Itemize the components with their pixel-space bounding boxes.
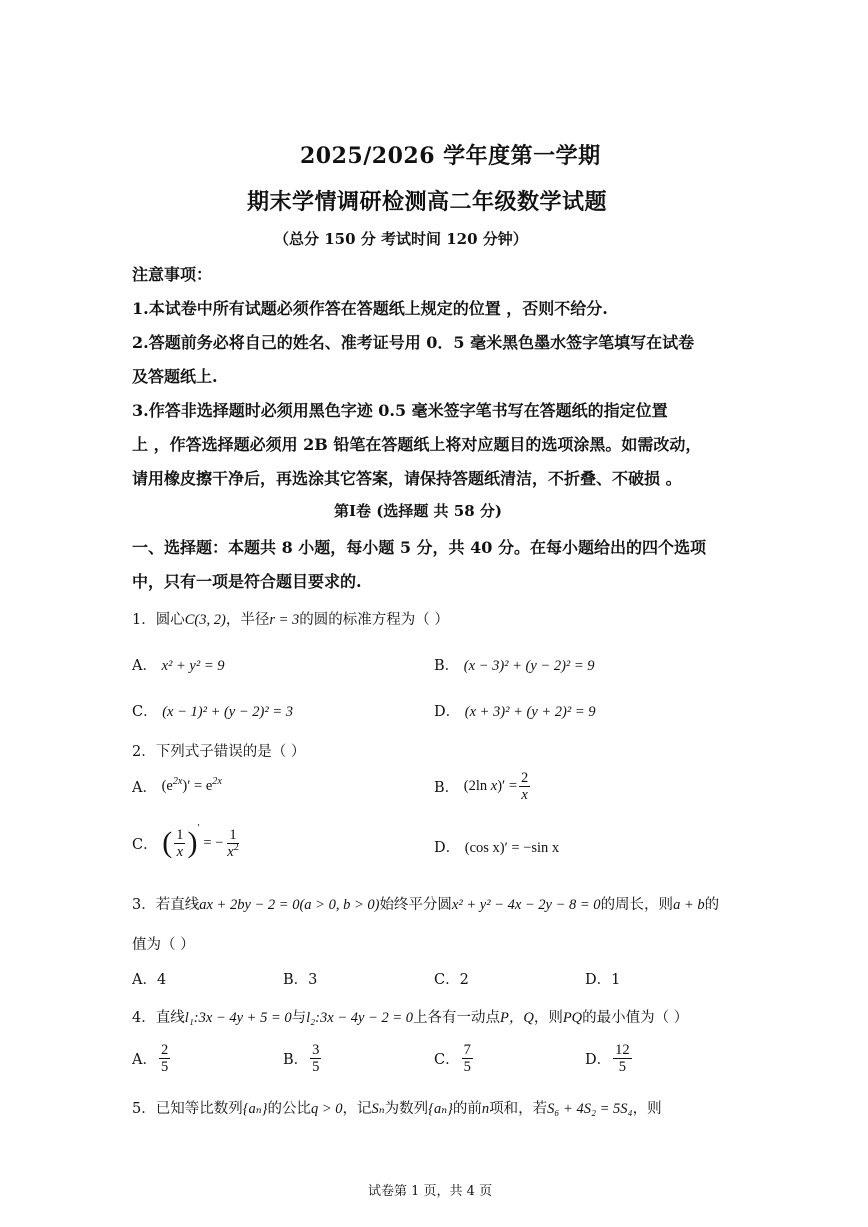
q4-b-fraction: $\frac{3}{5}$	[312, 1042, 320, 1075]
question-1-stem	[132, 608, 449, 629]
q3-pre: 3．若直线	[132, 897, 200, 913]
notice-item-3b: 上 ，作答选择题必须用 2B 铅笔在答题纸上将对应题目的选项涂黑。如需改动，	[132, 435, 702, 454]
q2-option-c[interactable]	[132, 823, 243, 860]
q3-post: 的周长，则	[600, 897, 674, 913]
page-footer: 试卷第 1 页，共 4 页	[368, 1184, 493, 1199]
section-intro-2: 中，只有一项是符合题目要求的.	[132, 572, 362, 591]
q4-pre: 4．直线	[132, 1010, 185, 1026]
q3-expr: a + b	[673, 897, 705, 913]
q1-center: C(3, 2)	[184, 612, 226, 628]
q4-option-a[interactable]	[132, 1042, 172, 1075]
q3-mid: 始终平分圆	[379, 897, 452, 913]
q1-pre: 1．圆心	[132, 612, 185, 628]
q2-d-text: (cos x)′ = −sin x	[464, 840, 560, 856]
q5-condition: S₆ + 4S₂ = 5S₄	[547, 1101, 633, 1117]
q2-option-d[interactable]	[434, 836, 559, 857]
q2-b-fraction: $\frac{2}{x}$	[521, 770, 529, 803]
q1-b-text: (x − 3)² + (y − 2)² = 9	[463, 658, 595, 674]
notice-item-1: 1.本试卷中所有试题必须作答在答题纸上规定的位置 ，否则不给分.	[132, 299, 608, 318]
q3-line-eq: ax + 2by − 2 = 0(a > 0, b > 0)	[199, 897, 380, 913]
q3-end: 的	[704, 897, 720, 913]
q1-c-text: (x − 1)² + (y − 2)² = 3	[162, 704, 293, 720]
q1-post: 的圆的标准方程为（ ）	[299, 612, 449, 628]
q1-d-text: (x + 3)² + (y + 2)² = 9	[464, 704, 596, 720]
q5-ratio: q > 0	[310, 1101, 343, 1117]
q1-option-a[interactable]	[132, 654, 224, 675]
q4-end: 的最小值为（ ）	[582, 1010, 689, 1026]
exam-title-line1: 2025/2026 学年度第一学期	[300, 143, 601, 169]
q1-mid: ，半径	[225, 612, 270, 628]
exam-title-line2: 期末学情调研检测高二年级数学试题	[247, 189, 608, 215]
notice-title: 注意事项：	[132, 265, 213, 284]
question-5-stem	[132, 1097, 662, 1118]
q4-option-c[interactable]	[434, 1042, 475, 1075]
exam-info: （总分 150 分 考试时间 120 分钟）	[274, 230, 528, 248]
q4-option-b[interactable]	[283, 1042, 323, 1075]
q5-sn: Sₙ	[371, 1101, 385, 1117]
notice-item-2a: 2.答题前务必将自己的姓名、准考证号用 0．5 毫米黑色墨水签字笔填写在试卷	[132, 333, 695, 352]
q1-option-b[interactable]	[434, 654, 595, 675]
section-title: 第Ⅰ卷 (选择题 共 58 分)	[334, 502, 502, 520]
q2-d-label: D．	[434, 840, 461, 856]
q3-option-a[interactable]: A．4	[132, 972, 167, 988]
q4-mid: 与	[291, 1010, 307, 1026]
q4-post2: ，则	[533, 1010, 563, 1026]
q1-d-label: D．	[434, 704, 461, 720]
q1-c-label: C．	[132, 704, 158, 720]
q2-b-label: B．	[434, 780, 460, 796]
q4-d-label: D．	[585, 1052, 612, 1068]
question-2-stem: 2．下列式子错误的是（ ）	[132, 744, 306, 760]
q4-c-label: C．	[434, 1052, 460, 1068]
notice-item-3c: 请用橡皮擦干净后，再选涂其它答案，请保持答题纸清洁，不折叠、不破损 。	[132, 469, 682, 488]
q1-option-c[interactable]	[132, 700, 293, 721]
question-3-stem	[132, 893, 719, 914]
q4-a-fraction: $\frac{2}{5}$	[160, 1042, 169, 1075]
q4-pq: PQ	[562, 1010, 583, 1026]
q5-mid3: 为数列	[384, 1101, 429, 1117]
q4-points: P，Q	[499, 1010, 534, 1026]
q2-c-label: C．	[132, 836, 158, 853]
q1-b-label: B．	[434, 658, 460, 674]
section-intro-1: 一、选择题：本题共 8 小题，每小题 5 分，共 40 分。在每小题给出的四个选项	[132, 538, 706, 557]
q2-b-formula: (2ln x)′ =	[463, 778, 517, 794]
q5-pre: 5．已知等比数列	[132, 1101, 243, 1117]
q2-option-a[interactable]	[132, 776, 222, 797]
q1-a-text: x² + y² = 9	[161, 658, 225, 674]
q4-l1: l₁:3x − 4y + 5 = 0	[184, 1010, 292, 1026]
notice-item-3a: 3.作答非选择题时必须用黑色字迹 0.5 毫米签字笔书写在答题纸的指定位置	[132, 401, 668, 420]
question-3-stem-line2: 值为（ ）	[132, 937, 195, 953]
q3-circle-eq: x² + y² − 4x − 2y − 8 = 0	[451, 897, 601, 913]
q5-seq: {aₙ}	[242, 1101, 268, 1117]
q4-d-fraction: $\frac{12}{5}$	[615, 1042, 630, 1075]
q1-radius: r = 3	[269, 612, 300, 628]
q5-mid5: 项和，若	[489, 1101, 548, 1117]
q3-option-b[interactable]: B．3	[283, 972, 318, 988]
q2-option-b[interactable]	[434, 770, 532, 803]
q1-option-d[interactable]	[434, 700, 596, 721]
q4-c-fraction: $\frac{7}{5}$	[463, 1042, 471, 1075]
q4-a-label: A．	[132, 1052, 157, 1068]
q2-a-label: A．	[132, 780, 157, 796]
q3-option-c[interactable]: C．2	[434, 972, 469, 988]
q5-mid4: 的前	[452, 1101, 482, 1117]
q4-b-label: B．	[283, 1052, 309, 1068]
q3-option-d[interactable]: D．1	[585, 972, 621, 988]
notice-item-2b: 及答题纸上.	[132, 367, 218, 386]
q2-a-formula: $(e^{2x})' = e^{2x}$	[161, 776, 222, 794]
question-4-stem	[132, 1006, 688, 1027]
q5-n: n	[481, 1101, 490, 1117]
q2-c-formula: ( $\frac{1}{x}$ ) ′ = − $\frac{1}{x^2}$	[162, 823, 239, 860]
q5-seq2: {aₙ}	[428, 1101, 453, 1117]
q4-post: 上各有一动点	[412, 1010, 500, 1026]
q5-end: ，则	[632, 1101, 662, 1117]
q4-l2: l₂:3x − 4y − 2 = 0	[306, 1010, 413, 1026]
q5-mid2: ，记	[342, 1101, 372, 1117]
q4-option-d[interactable]	[585, 1042, 634, 1075]
q5-mid: 的公比	[267, 1101, 311, 1117]
q1-a-label: A．	[132, 658, 157, 674]
